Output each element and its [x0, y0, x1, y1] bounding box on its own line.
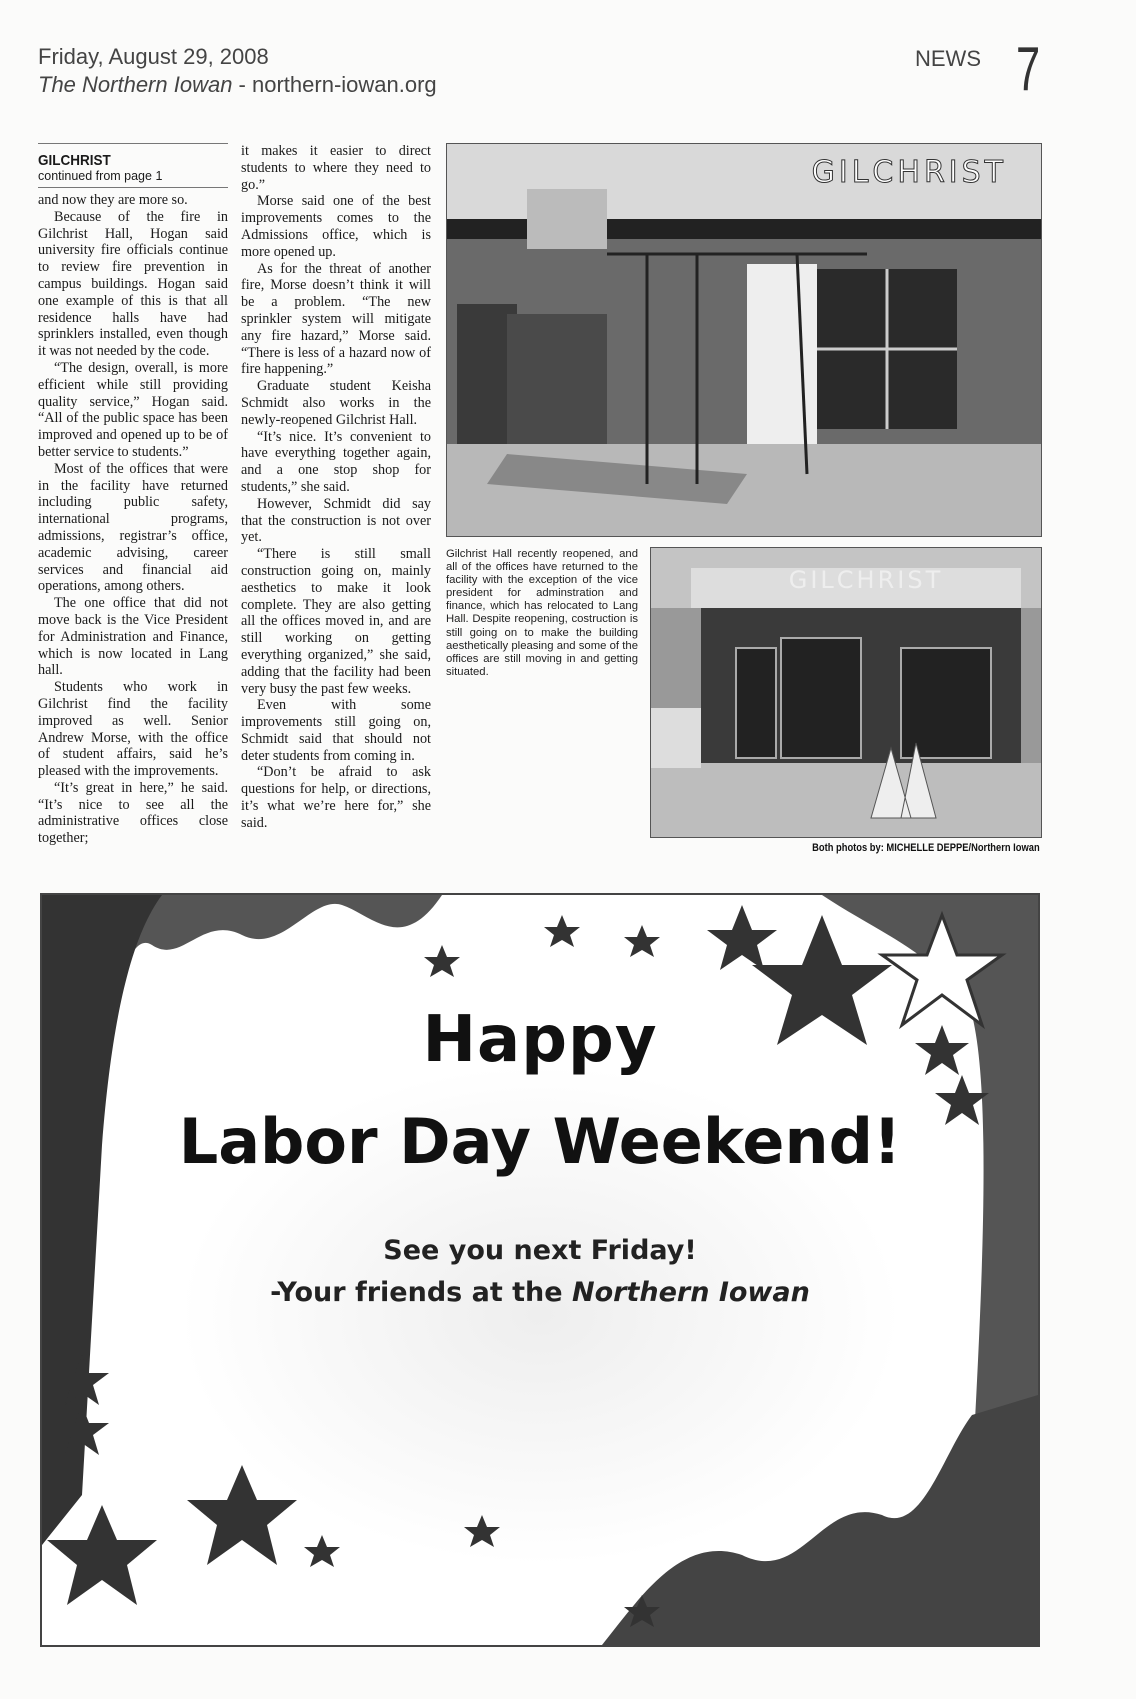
ad-signoff-name: Northern Iowan	[571, 1277, 810, 1308]
publication-line	[38, 72, 437, 98]
publication-name: The Northern Iowan	[38, 72, 233, 97]
section-label: NEWS	[915, 46, 981, 71]
paragraph: Students who work in Gilchrist find the facility improved as well. Senior Andrew Morse, with the office of student affairs, said he’s pleased with the improvements.	[38, 679, 228, 780]
paragraph: “It’s nice. It’s convenient to have everything together again, and a one stop shop for students,” she said.	[241, 428, 431, 495]
website: northern-iowan.org	[252, 72, 437, 97]
ad-signoff-prefix: -Your friends at the	[270, 1277, 572, 1308]
paragraph: However, Schmidt did say that the construction is not over yet.	[241, 495, 431, 546]
paragraph: Because of the fire in Gilchrist Hall, Hogan said university fire officials continue to review fire prevention in campus buildings. Hogan said one example of this is that all residence halls have had sprinklers installed, even though it was not needed by the code.	[38, 208, 228, 360]
photo-sign-text: GILCHRIST	[811, 155, 1007, 190]
continued-note: continued from page 1	[38, 169, 163, 183]
paragraph: and now they are more so.	[38, 192, 188, 208]
ad-headline-labor-day: Labor Day Weekend!	[178, 1105, 902, 1178]
paragraph: The one office that did not move back is the Vice President for Administration and Finance, which is now located in Lang hall.	[38, 595, 228, 679]
ad-signoff	[42, 1277, 1038, 1308]
photo-credit: Both photos by: MICHELLE DEPPE/Northern Iowan	[812, 842, 1040, 854]
paragraph: Even with some improvements still going on, Schmidt said that should not deter students from coming in.	[241, 697, 431, 764]
article-column-2	[241, 143, 431, 832]
separator: -	[232, 72, 252, 97]
paragraph: “Don’t be afraid to ask questions for help, or directions, it’s what we’re here for,” she said.	[241, 764, 431, 831]
page-number: 7	[1016, 35, 1041, 104]
paragraph: “There is still small construction going on, mainly aesthetics to make it look complete. They are also getting all the offices moved in, and are still working on getting everything organized,” she said, adding that the facility had been very busy the past few weeks.	[241, 546, 431, 697]
paragraph: Morse said one of the best improvements comes to the Admissions office, which is more opened up.	[241, 193, 431, 260]
paragraph: As for the threat of another fire, Morse doesn’t think it will be a problem. “The new sprinkler system will mitigate any fire hazard,” Morse said. “There is less of a hazard now of fire happening.”	[241, 260, 431, 378]
ad-subline: See you next Friday!	[383, 1235, 697, 1266]
article-column-1	[38, 143, 228, 847]
ad-headline-happy: Happy	[422, 1003, 658, 1077]
paragraph: it makes it easier to direct students to where they need to go.”	[241, 143, 431, 193]
photo-caption: Gilchrist Hall recently reopened, and all of the offices have returned to the facility with the exception of the vice president for adminstration and finance, which has relocated to Lang Hall. Despite reopening, costruction is still going on to make the building aesthetically pleasing and some of the offices are still moving in and getting situated.	[446, 548, 638, 678]
photo-gilchrist-construction	[446, 143, 1042, 537]
kicker-title: GILCHRIST	[38, 152, 111, 169]
photo-sign-text: GILCHRIST	[788, 566, 944, 594]
issue-date: Friday, August 29, 2008	[38, 44, 269, 69]
labor-day-advertisement	[40, 893, 1040, 1647]
article-kicker	[38, 143, 228, 188]
paragraph: “It’s great in here,” he said. “It’s nice to see all the administrative offices close together;	[38, 779, 228, 847]
paragraph: “The design, overall, is more efficient while still providing quality service,” Hogan said. “All of the public space has been improved and opened up to be of better service to students.”	[38, 359, 228, 460]
photo-gilchrist-entrance	[650, 547, 1042, 838]
paragraph: Most of the offices that were in the facility have returned including public safety, international programs, admissions, registrar’s office, academic advising, career services and financial aid operations, among others.	[38, 460, 228, 595]
paragraph: Graduate student Keisha Schmidt also works in the newly-reopened Gilchrist Hall.	[241, 378, 431, 428]
